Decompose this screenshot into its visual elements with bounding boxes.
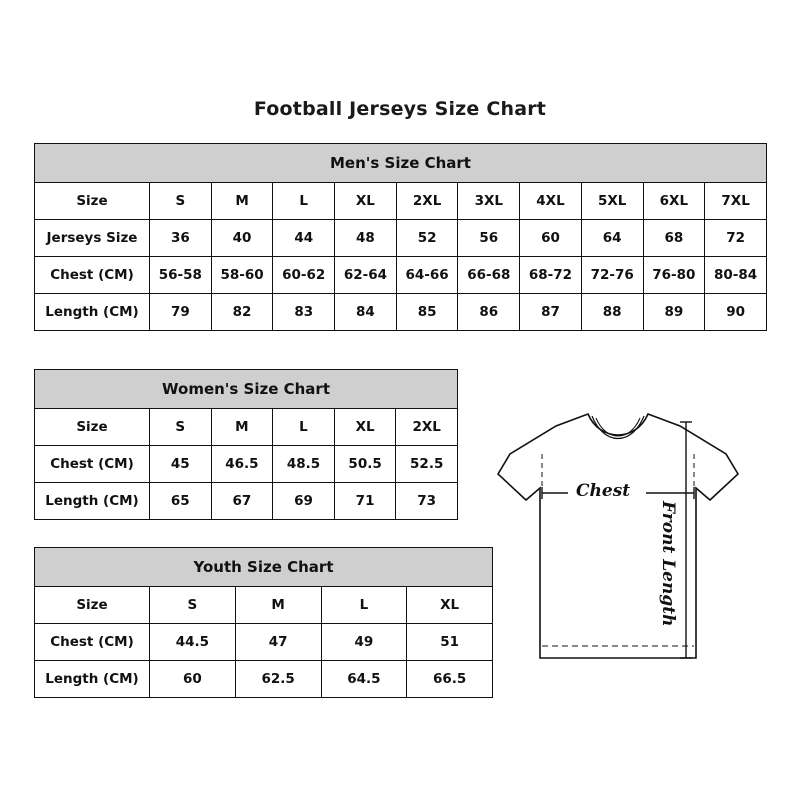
- column-header: 3XL: [458, 183, 520, 220]
- table-cell: 85: [396, 294, 458, 331]
- column-header: S: [150, 587, 236, 624]
- jersey-measurement-diagram: [496, 396, 786, 696]
- table-cell: 64: [581, 220, 643, 257]
- table-cell: 48.5: [273, 446, 335, 483]
- table-cell: 62.5: [235, 661, 321, 698]
- table-cell: 46.5: [211, 446, 273, 483]
- table-row: [35, 183, 767, 220]
- table-row: [35, 587, 493, 624]
- table-cell: 80-84: [705, 257, 767, 294]
- table-cell: 73: [396, 483, 458, 520]
- table-cell: 87: [520, 294, 582, 331]
- column-header: L: [321, 587, 407, 624]
- column-header: 7XL: [705, 183, 767, 220]
- table-cell: 65: [150, 483, 212, 520]
- table-cell: 66.5: [407, 661, 493, 698]
- womens-size-chart-table: [34, 369, 458, 520]
- front-length-measurement-label: Front Length: [658, 501, 678, 627]
- table-cell: 47: [235, 624, 321, 661]
- table-cell: 56: [458, 220, 520, 257]
- column-header: 4XL: [520, 183, 582, 220]
- table-header-row: [35, 144, 767, 183]
- row-label: Chest (CM): [35, 446, 150, 483]
- column-header: M: [211, 409, 273, 446]
- table-row: [35, 661, 493, 698]
- table-cell: 90: [705, 294, 767, 331]
- column-header: 5XL: [581, 183, 643, 220]
- table-row: [35, 624, 493, 661]
- table-row: [35, 409, 458, 446]
- table-cell: 68: [643, 220, 705, 257]
- chest-measurement-label: Chest: [576, 481, 631, 501]
- table-cell: 79: [150, 294, 212, 331]
- table-cell: 83: [273, 294, 335, 331]
- table-cell: 51: [407, 624, 493, 661]
- table-cell: 60: [150, 661, 236, 698]
- row-label: Size: [35, 409, 150, 446]
- womens-table-header: Women's Size Chart: [35, 370, 458, 409]
- table-header-row: [35, 548, 493, 587]
- page-title: Football Jerseys Size Chart: [253, 98, 547, 120]
- table-cell: 58-60: [211, 257, 273, 294]
- table-row: [35, 220, 767, 257]
- table-cell: 36: [150, 220, 212, 257]
- table-cell: 84: [335, 294, 397, 331]
- table-cell: 86: [458, 294, 520, 331]
- column-header: L: [273, 183, 335, 220]
- table-cell: 82: [211, 294, 273, 331]
- table-cell: 68-72: [520, 257, 582, 294]
- table-cell: 69: [273, 483, 335, 520]
- table-cell: 66-68: [458, 257, 520, 294]
- column-header: 2XL: [396, 409, 458, 446]
- table-cell: 44.5: [150, 624, 236, 661]
- table-row: [35, 483, 458, 520]
- row-label: Size: [35, 183, 150, 220]
- table-row: [35, 446, 458, 483]
- table-cell: 71: [334, 483, 396, 520]
- mens-table-header: Men's Size Chart: [35, 144, 767, 183]
- column-header: 2XL: [396, 183, 458, 220]
- row-label: Jerseys Size: [35, 220, 150, 257]
- collar-line: [596, 418, 640, 436]
- table-cell: 62-64: [335, 257, 397, 294]
- table-cell: 56-58: [150, 257, 212, 294]
- table-cell: 67: [211, 483, 273, 520]
- column-header: M: [211, 183, 273, 220]
- column-header: 6XL: [643, 183, 705, 220]
- table-cell: 64.5: [321, 661, 407, 698]
- table-row: [35, 257, 767, 294]
- row-label: Chest (CM): [35, 257, 150, 294]
- table-cell: 45: [150, 446, 212, 483]
- table-cell: 52: [396, 220, 458, 257]
- table-cell: 49: [321, 624, 407, 661]
- table-cell: 40: [211, 220, 273, 257]
- column-header: S: [150, 183, 212, 220]
- table-cell: 76-80: [643, 257, 705, 294]
- table-cell: 72: [705, 220, 767, 257]
- youth-table-header: Youth Size Chart: [35, 548, 493, 587]
- row-label: Length (CM): [35, 294, 150, 331]
- table-cell: 44: [273, 220, 335, 257]
- jersey-body-path: [498, 414, 738, 658]
- table-cell: 89: [643, 294, 705, 331]
- table-cell: 72-76: [581, 257, 643, 294]
- youth-size-chart-table: [34, 547, 493, 698]
- row-label: Length (CM): [35, 661, 150, 698]
- column-header: S: [150, 409, 212, 446]
- table-cell: 88: [581, 294, 643, 331]
- table-cell: 50.5: [334, 446, 396, 483]
- table-cell: 64-66: [396, 257, 458, 294]
- column-header: L: [273, 409, 335, 446]
- column-header: XL: [335, 183, 397, 220]
- jersey-outline-icon: [496, 396, 786, 696]
- table-cell: 52.5: [396, 446, 458, 483]
- column-header: XL: [407, 587, 493, 624]
- table-cell: 60: [520, 220, 582, 257]
- column-header: XL: [334, 409, 396, 446]
- table-cell: 48: [335, 220, 397, 257]
- row-label: Size: [35, 587, 150, 624]
- row-label: Chest (CM): [35, 624, 150, 661]
- mens-size-chart-table: [34, 143, 767, 331]
- row-label: Length (CM): [35, 483, 150, 520]
- table-header-row: [35, 370, 458, 409]
- column-header: M: [235, 587, 321, 624]
- table-row: [35, 294, 767, 331]
- table-cell: 60-62: [273, 257, 335, 294]
